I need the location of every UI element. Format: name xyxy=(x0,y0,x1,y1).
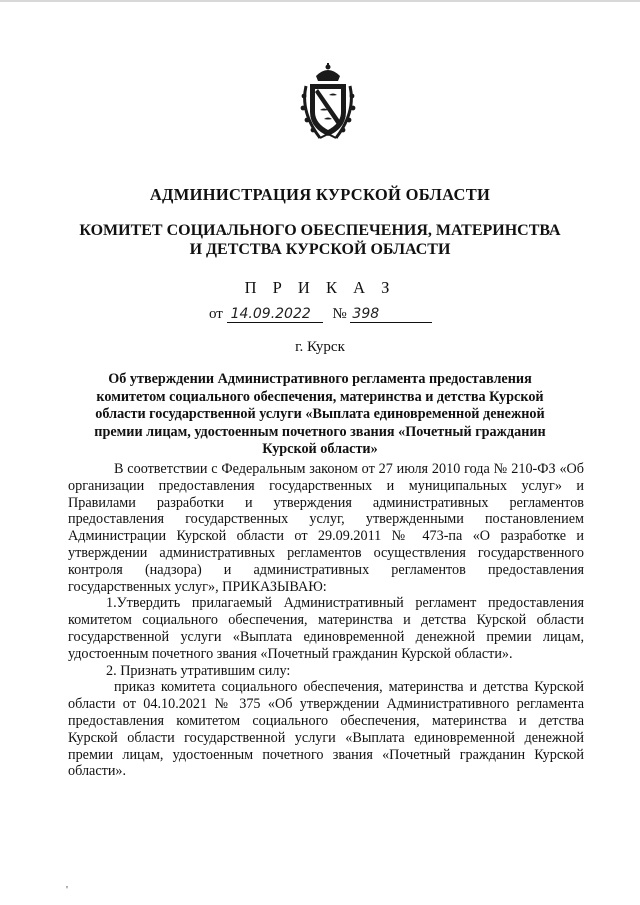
order-body xyxy=(68,461,584,780)
order-title-line3: области государственной услуги «Выплата единовременной денежной xyxy=(95,406,545,423)
order-title-line4: премии лицам, удостоенным почетного звания «Почетный гражданин xyxy=(94,423,546,440)
scan-edge xyxy=(0,0,640,2)
scan-artifact: ' xyxy=(66,884,68,896)
kursk-coat-of-arms-icon xyxy=(296,62,360,142)
order-title xyxy=(0,371,640,459)
committee-heading-line1: КОМИТЕТ СОЦИАЛЬНОГО ОБЕСПЕЧЕНИЯ, МАТЕРИНСТВА xyxy=(79,222,561,239)
city: г. Курск xyxy=(295,339,345,355)
order-title-line5: Курской области» xyxy=(262,441,378,458)
preamble-paragraph: В соответствии с Федеральным законом от 27 июля 2010 года № 210-ФЗ «Об организации предоставления государственных и муниципальных услуг» и Правилами разработки и утверждения административных регламентов предоставления государственных услуг, утвержденными постановлением Администрации Курской области от 29.09.2011 № 473-па «О разработке и утверждении административных регламентов осуществления государственного контроля (надзора) и административных регламентов предоставления государственных услуг», ПРИКАЗЫВАЮ: xyxy=(68,461,584,595)
date-label: от xyxy=(209,306,223,322)
item-1-paragraph: 1.Утвердить прилагаемый Административный регламент предоставления комитетом социального обеспечения, материнства и детства Курской области государственной услуги «Выплата единовременной денежной премии лицам, удостоенным почетного звания «Почетный гражданин Курской области». xyxy=(68,595,584,662)
order-number: 398 xyxy=(350,306,432,323)
number-label: № xyxy=(332,306,347,322)
order-date-number xyxy=(209,306,449,323)
committee-heading-line2: И ДЕТСТВА КУРСКОЙ ОБЛАСТИ xyxy=(189,241,451,258)
item-2-heading: 2. Признать утратившим силу: xyxy=(106,662,291,679)
order-date: 14.09.2022 xyxy=(227,306,323,323)
item-2-paragraph: приказ комитета социального обеспечения, материнства и детства Курской области от 04.10.2021 № 375 «Об утверждении Административного регламента предоставления комитетом социального обеспечения, материнства и детства Курской области государственной услуги «Выплата единовременной денежной премии лицам, удостоенным почетного звания «Почетный гражданин Курской области». xyxy=(68,679,584,780)
order-title-line1: Об утверждении Административного регламента предоставления xyxy=(108,371,532,387)
order-title-line2: комитетом социального обеспечения, материнства и детства Курской xyxy=(96,388,544,405)
document-type: П Р И К А З xyxy=(244,278,396,297)
committee-heading xyxy=(0,221,640,259)
administration-heading: АДМИНИСТРАЦИЯ КУРСКОЙ ОБЛАСТИ xyxy=(149,185,491,204)
